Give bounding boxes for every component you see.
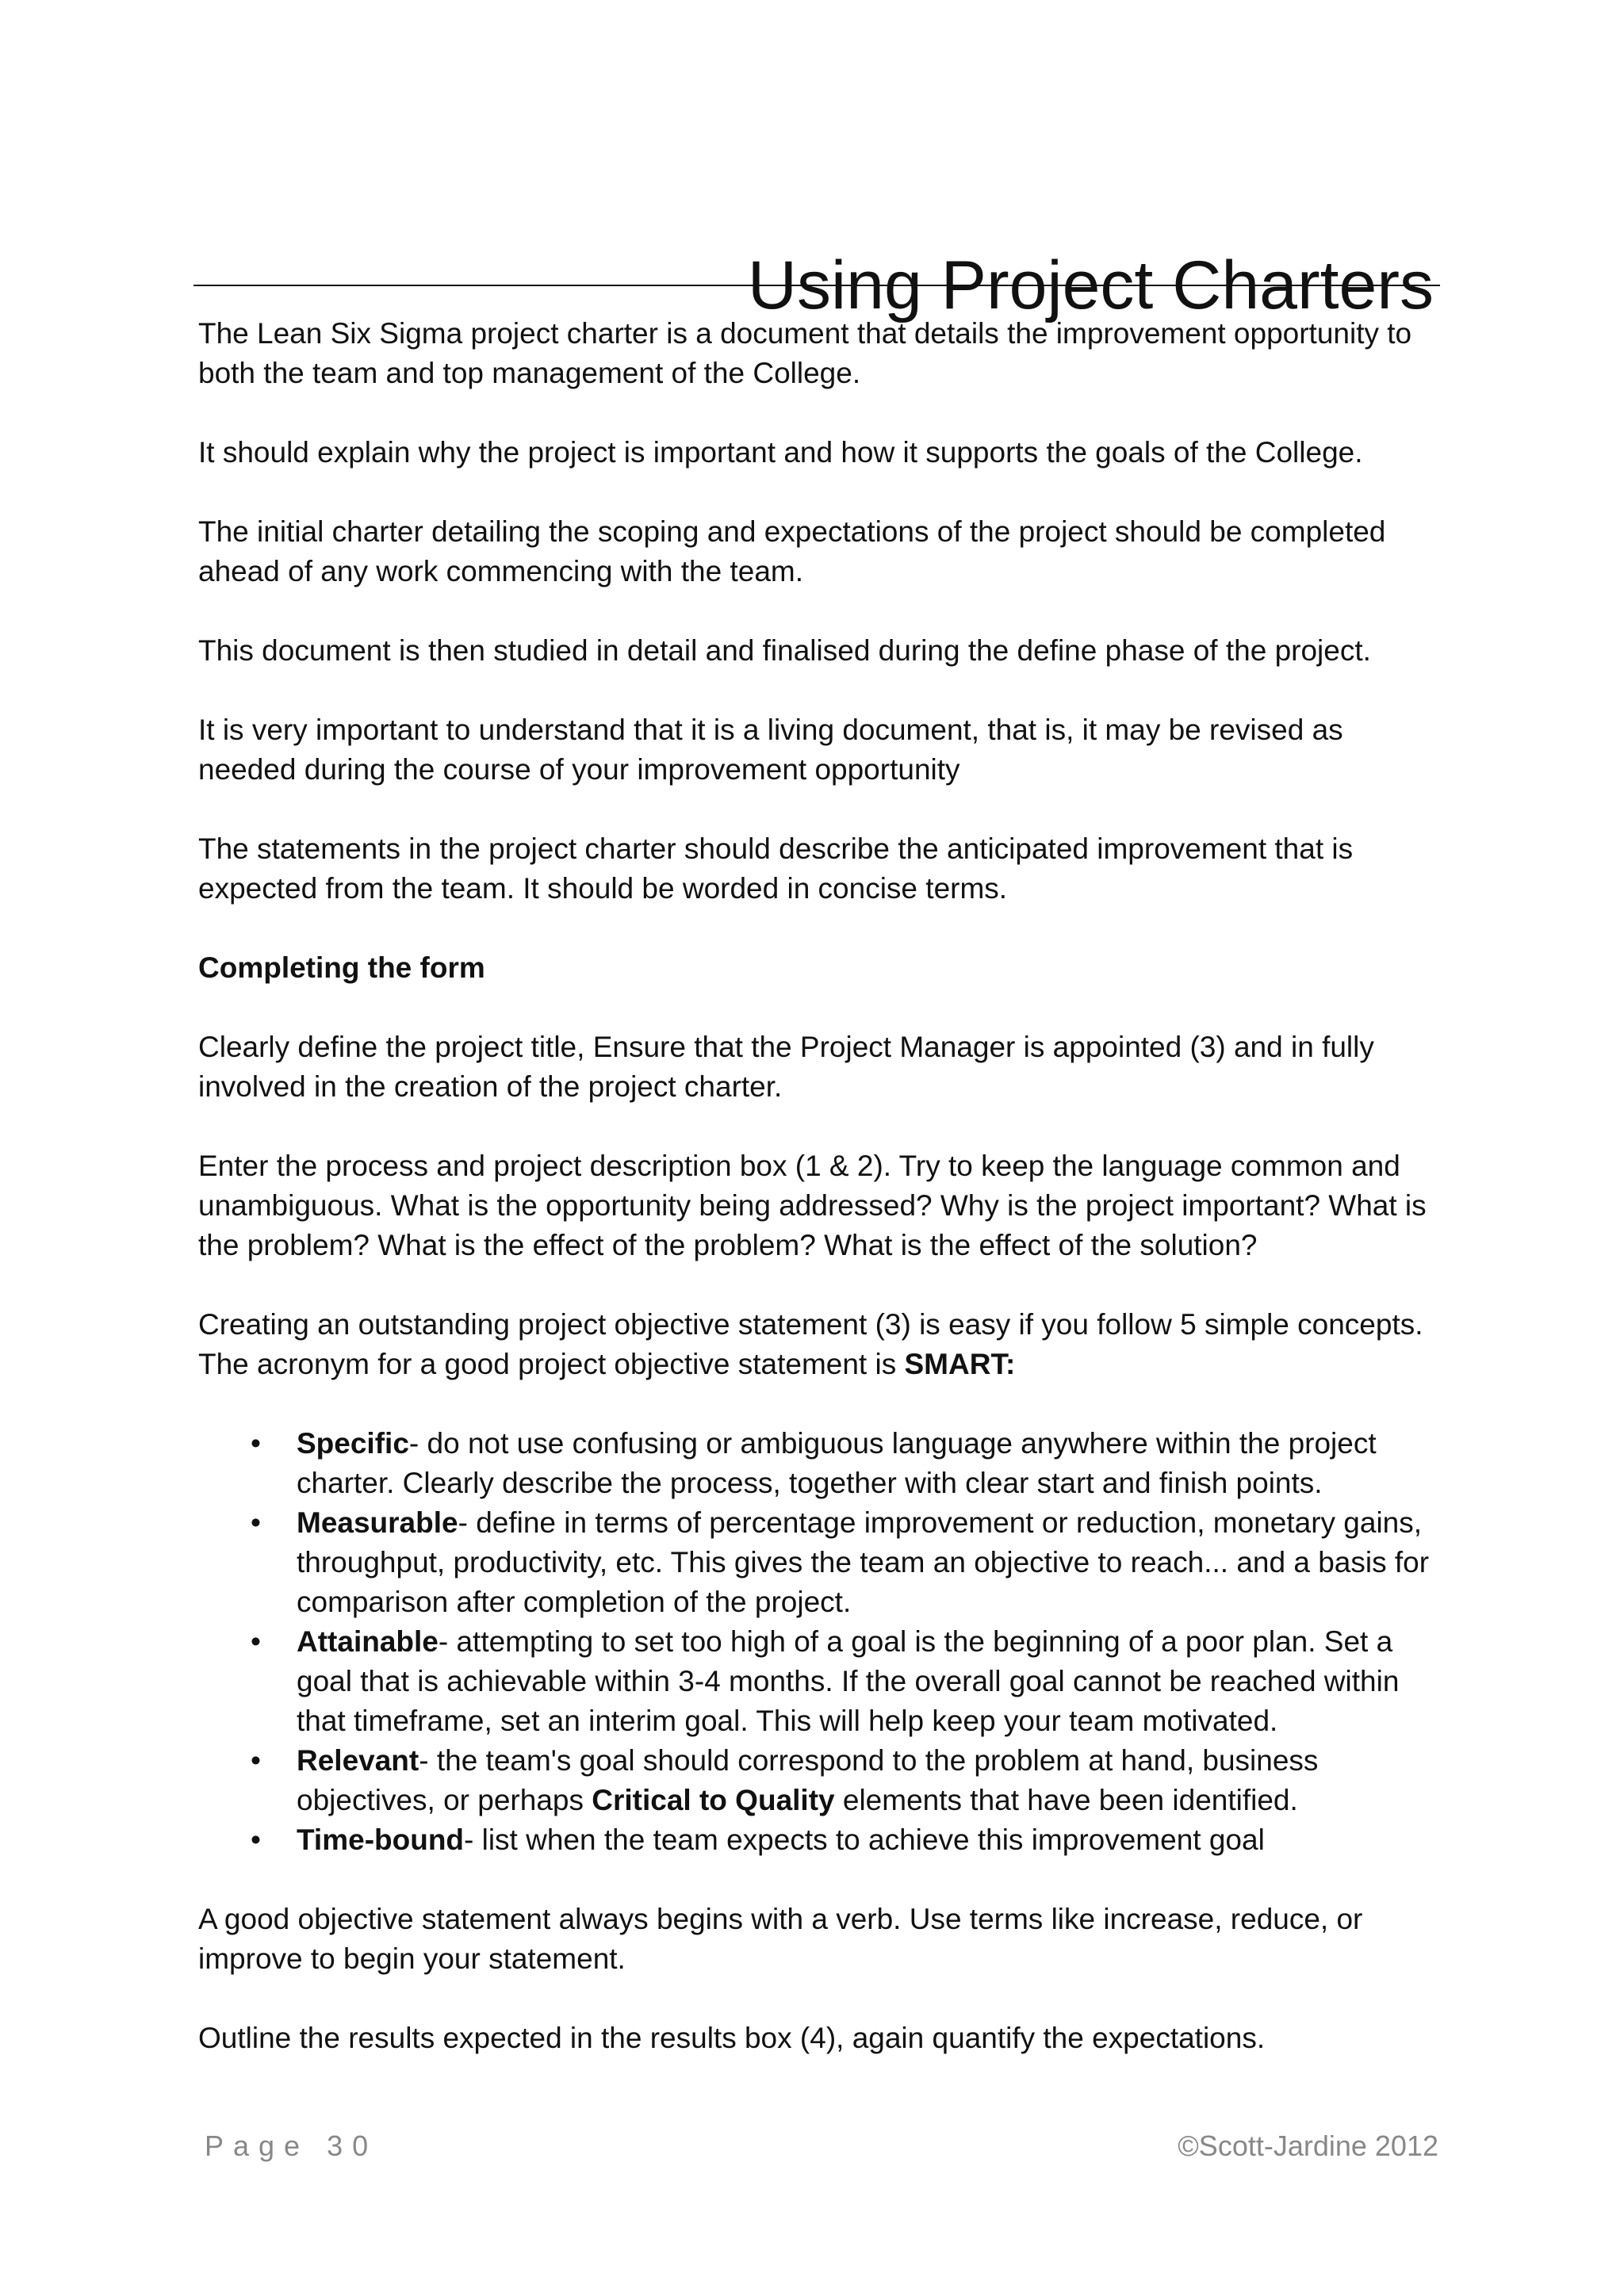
desc-specific: - do not use confusing or ambiguous language anywhere within the project charter. Clearly describe the process, together with clear start and finish points.: [297, 1427, 1377, 1499]
bullet-icon: •: [251, 1744, 261, 1777]
desc-time-bound: - list when the team expects to achieve this improvement goal: [464, 1823, 1265, 1856]
paragraph-intro: The Lean Six Sigma project charter is a document that details the improvement opportunity to both the team and top management of the College.: [198, 317, 1412, 389]
body-content: [198, 314, 1443, 2098]
term-attainable: Attainable: [297, 1625, 439, 1658]
title-underline: [193, 285, 1440, 286]
bullet-icon: •: [251, 1823, 261, 1856]
list-item-relevant: [198, 1741, 1443, 1820]
paragraph-results-box: Outline the results expected in the results box (4), again quantify the expectations.: [198, 2022, 1266, 2054]
page-title: Using Project Charters: [747, 247, 1434, 323]
paragraph-define-phase: This document is then studied in detail and finalised during the define phase of the project.: [198, 634, 1371, 667]
section-heading: Completing the form: [198, 951, 485, 984]
smart-intro-text: Creating an outstanding project objective statement (3) is easy if you follow 5 simple concepts. The acronym for a good project objective statement is: [198, 1308, 1423, 1380]
term-measurable: Measurable: [297, 1506, 458, 1539]
desc-relevant-after: elements that have been identified.: [834, 1784, 1298, 1816]
paragraph-description-box: Enter the process and project description box (1 & 2). Try to keep the language common and unambiguous. What is the opportunity being addressed? Why is the project important? What is the problem? What is the effect of the problem? What is the effect of the solution?: [198, 1150, 1427, 1261]
list-item-time-bound: [198, 1820, 1443, 1860]
desc-measurable: - define in terms of percentage improvement or reduction, monetary gains, throughput, productivity, etc. This gives the team an objective to reach... and a basis for comparison after completion of the project.: [297, 1506, 1430, 1618]
paragraph-verb: A good objective statement always begins with a verb. Use terms like increase, reduce, or improve to begin your statement.: [198, 1903, 1363, 1975]
term-critical-to-quality: Critical to Quality: [592, 1784, 835, 1816]
smart-acronym: SMART:: [904, 1348, 1016, 1380]
paragraph-importance: It should explain why the project is important and how it supports the goals of the College.: [198, 436, 1363, 469]
list-item-attainable: [198, 1622, 1443, 1741]
desc-attainable: - attempting to set too high of a goal is the beginning of a poor plan. Set a goal that is achievable within 3-4 months. If the overall goal cannot be reached within that timeframe, set an interim goal. This will help keep your team motivated.: [297, 1625, 1400, 1737]
bullet-icon: •: [251, 1625, 261, 1658]
desc-relevant-before: - the team's goal should correspond to the problem at hand, business objectives, or perhaps: [297, 1744, 1319, 1816]
bullet-icon: •: [251, 1506, 261, 1539]
page-number: Page 30: [205, 2130, 378, 2162]
term-relevant: Relevant: [297, 1744, 419, 1777]
term-specific: Specific: [297, 1427, 409, 1460]
paragraph-smart-intro: [198, 1305, 1443, 1384]
copyright-notice: ©Scott-Jardine 2012: [1178, 2130, 1438, 2162]
bullet-icon: •: [251, 1427, 261, 1460]
list-item-specific: [198, 1424, 1443, 1503]
paragraph-statements: The statements in the project charter should describe the anticipated improvement that is expected from the team. It should be worded in concise terms.: [198, 832, 1354, 905]
smart-list: [198, 1424, 1443, 1860]
paragraph-project-title: Clearly define the project title, Ensure that the Project Manager is appointed (3) and in fully involved in the creation of the project charter.: [198, 1031, 1374, 1103]
list-item-measurable: [198, 1503, 1443, 1622]
term-time-bound: Time-bound: [297, 1823, 465, 1856]
paragraph-living-document: It is very important to understand that it is a living document, that is, it may be revised as needed during the course of your improvement opportunity: [198, 714, 1343, 786]
paragraph-initial-charter: The initial charter detailing the scoping and expectations of the project should be completed ahead of any work commencing with the team.: [198, 515, 1386, 587]
